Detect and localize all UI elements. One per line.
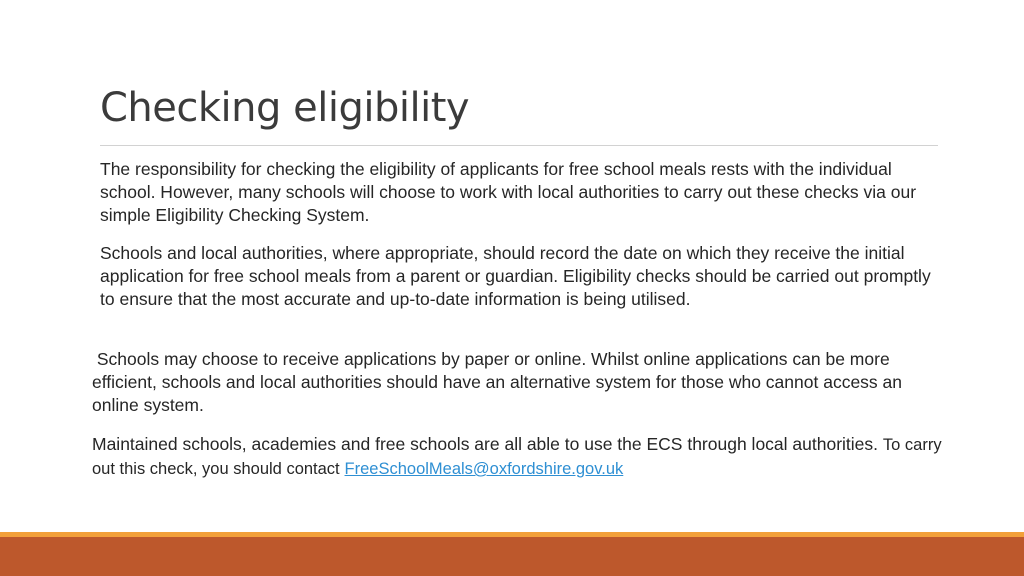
title-divider [100, 145, 938, 146]
slide-title: Checking eligibility [100, 85, 470, 131]
paragraph-record-date: Schools and local authorities, where appropriate, should record the date on which they receive the initial application for free school meals from a parent or guardian. Eligibility checks should be carried out promptly to ensure that the most accurate and up-to-date information is being utilised. [100, 243, 931, 309]
contact-prefix: To carry out this check, you should contact [92, 436, 942, 478]
paragraph-contact [92, 433, 942, 481]
paragraph-responsibility: The responsibility for checking the eligibility of applicants for free school meals rests with the individual school. However, many schools will choose to work with local authorities to carry out these checks via our simple Eligibility Checking System. [100, 159, 917, 225]
paragraph-paper-or-online-text: Schools may choose to receive applications by paper or online. Whilst online applications can be more efficient, schools and local authorities should have an alternative system for those who cannot access an online system. [92, 349, 903, 415]
paragraph-paper-or-online [92, 348, 942, 417]
paragraph-contact-text: Maintained schools, academies and free schools are all able to use the ECS through local authorities. [92, 434, 879, 454]
email-link[interactable]: FreeSchoolMeals@oxfordshire.gov.uk [344, 460, 624, 478]
footer-bar [0, 537, 1024, 576]
